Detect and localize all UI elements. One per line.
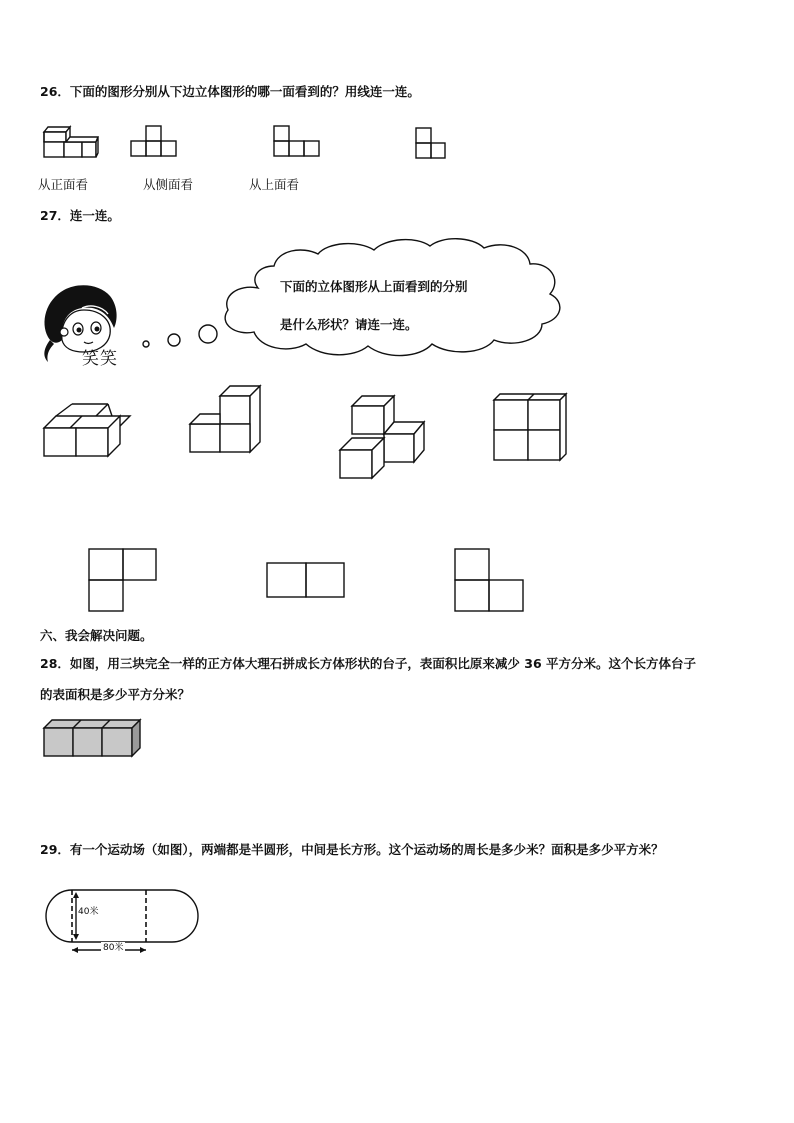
q26-label-top: 从上面看 — [249, 177, 300, 192]
q29-question: 29．有一个运动场（如图），两端都是半圆形，中间是长方形。这个运动场的周长是多少米？面积是多少平方米？ — [40, 842, 664, 857]
q28-line1: 28．如图，用三块完全一样的正方体大理石拼成长方体形状的台子，表面积比原来减少 36 平方分米。这个长方体台子 — [40, 656, 696, 671]
solid-figure-d — [492, 392, 570, 464]
q29-length-label: 80米 — [103, 943, 124, 953]
q26-question: 26．下面的图形分别从下边立体图形的哪一面看到的？用线连一连。 — [40, 84, 420, 99]
q27-question: 27．连一连。 — [40, 208, 120, 223]
q26-solid-figure — [40, 118, 102, 160]
q28-marble-block-figure — [42, 716, 142, 762]
top-view-shape-1 — [86, 546, 160, 614]
thought-circles — [138, 318, 224, 352]
q28-line2: 的表面积是多少平方分米？ — [40, 687, 191, 702]
q26-view-shape-3 — [414, 124, 448, 164]
bubble-text-line2: 是什么形状？请连一连。 — [280, 317, 418, 332]
q26-label-side: 从侧面看 — [143, 177, 194, 192]
thought-cloud — [218, 236, 570, 362]
character-name-label: 笑笑 — [82, 349, 118, 369]
q26-view-shape-1 — [130, 124, 178, 160]
top-view-shape-3 — [452, 546, 528, 614]
bubble-text-line1: 下面的立体图形从上面看到的分别 — [280, 279, 468, 294]
section-6-title: 六、我会解决问题。 — [40, 628, 153, 643]
q29-sports-field-figure — [46, 888, 206, 960]
solid-figure-b — [188, 384, 266, 458]
solid-figure-c — [338, 394, 428, 480]
q26-label-front: 从正面看 — [38, 177, 89, 192]
q26-view-shape-2 — [272, 124, 320, 160]
q29-width-label: 40米 — [78, 907, 99, 917]
top-view-shape-2 — [264, 560, 348, 600]
solid-figure-a — [42, 400, 124, 460]
